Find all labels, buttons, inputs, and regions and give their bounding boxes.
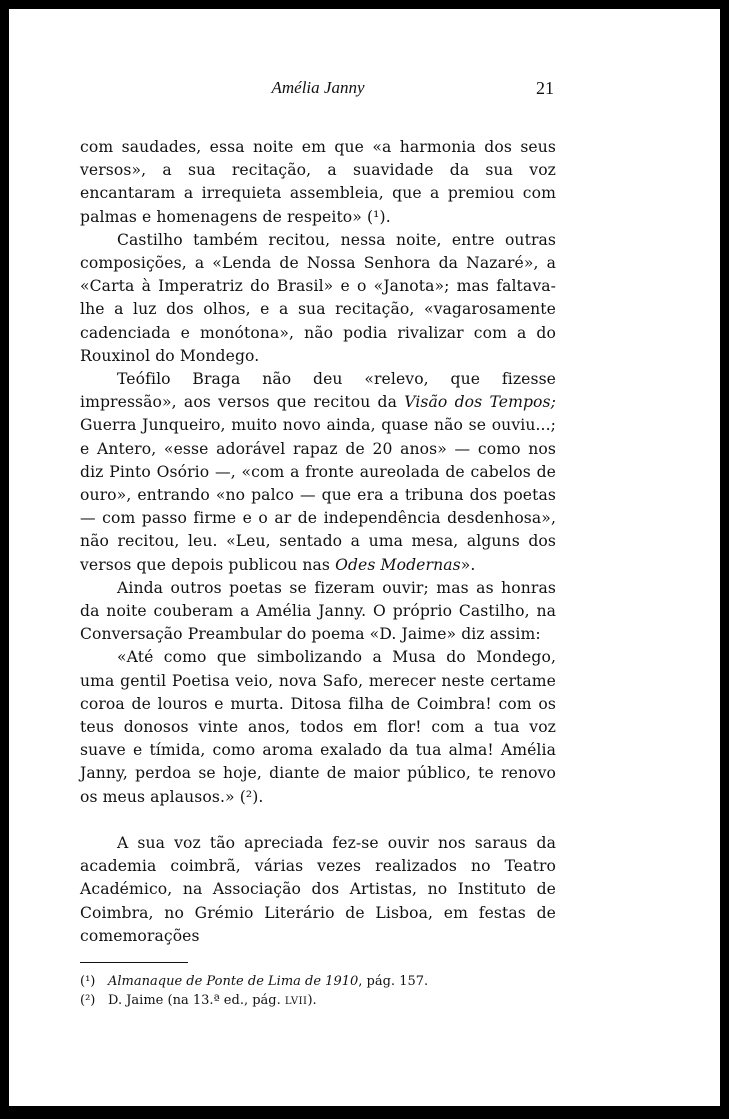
footnote-1-mark: (¹) — [80, 973, 96, 989]
paragraph-3-text-b: Guerra Junqueiro, muito novo ainda, quase não se ouviu...; e Antero, «esse adorável rapaz de 20 anos» — como nos diz Pinto Osório —, «com a fronte aureolada de cabelos de ouro», entrando «no palco — que era a tribuna dos poetas — com passo firme e o ar de independência desdenhosa», não recitou, leu. «Leu, sentado a uma mesa, alguns dos versos que depois publicou nas — [80, 416, 556, 574]
footnote-rule — [80, 962, 188, 963]
footnote-1 — [80, 972, 556, 991]
paragraph-2: Castilho também recitou, nessa noite, entre outras composições, a «Lenda de Nossa Senhora da Nazaré», a «Carta à Imperatriz do Brasil» e o «Janota»; mas faltava-lhe a luz dos olhos, e a sua recitação, «vagarosamente cadenciada e monótona», não podia rivalizar com a do Rouxinol do Mondego. — [80, 230, 556, 365]
paragraph-1: com saudades, essa noite em que «a harmonia dos seus versos», a sua recitação, a suavidade da sua voz encantaram a irrequieta assembleia, que a premiou com palmas e homenagens de respeito» (¹). — [80, 138, 556, 226]
paragraph-3 — [80, 368, 556, 577]
paragraph-3-text-a: Teófilo Braga não deu «relevo, que fizesse impressão», aos versos que recitou da — [80, 370, 556, 412]
body-text — [80, 136, 556, 948]
paragraph-3-end: ». — [460, 555, 476, 574]
footnote-1-source: Almanaque de Ponte de Lima de 1910 — [108, 973, 359, 989]
document-page — [80, 78, 556, 1011]
footnote-2-close: ). — [307, 992, 317, 1008]
footnote-1-rest: , pág. 157. — [358, 973, 429, 989]
footnote-2-rest: D. Jaime (na 13.ª ed., pág. — [108, 992, 285, 1008]
page-number: 21 — [536, 78, 554, 98]
footnote-2-numeral: LVII — [284, 995, 308, 1007]
footnote-2-mark: (²) — [80, 992, 96, 1008]
paragraph-4: Ainda outros poetas se fizeram ouvir; mas as honras da noite couberam a Amélia Janny. O próprio Castilho, na Conversação Preambular do poema «D. Jaime» diz assim: — [80, 578, 556, 644]
work-title-visao: Visão dos Tempos; — [404, 393, 556, 412]
paragraph-5-quote: «Até como que simbolizando a Musa do Mondego, uma gentil Poetisa veio, nova Safo, merecer neste certame coroa de louros e murta. Ditosa filha de Coimbra! com os teus donosos vinte anos, todos em flor! com a tua voz suave e tímida, como aroma exalado da tua alma! Amélia Janny, perdoa se hoje, diante de maior público, te renovo os meus aplausos.» (²). — [80, 648, 556, 806]
running-header — [80, 78, 556, 106]
paragraph-6: A sua voz tão apreciada fez-se ouvir nos saraus da academia coimbrã, várias vezes realizados no Teatro Académico, na Associação dos Artistas, no Instituto de Coimbra, no Grémio Literário de Lisboa, em festas de comemorações — [80, 833, 556, 945]
footnote-2 — [80, 991, 556, 1011]
running-title: Amélia Janny — [271, 78, 365, 97]
section-gap — [80, 809, 556, 832]
work-title-odes: Odes Modernas — [335, 555, 461, 574]
